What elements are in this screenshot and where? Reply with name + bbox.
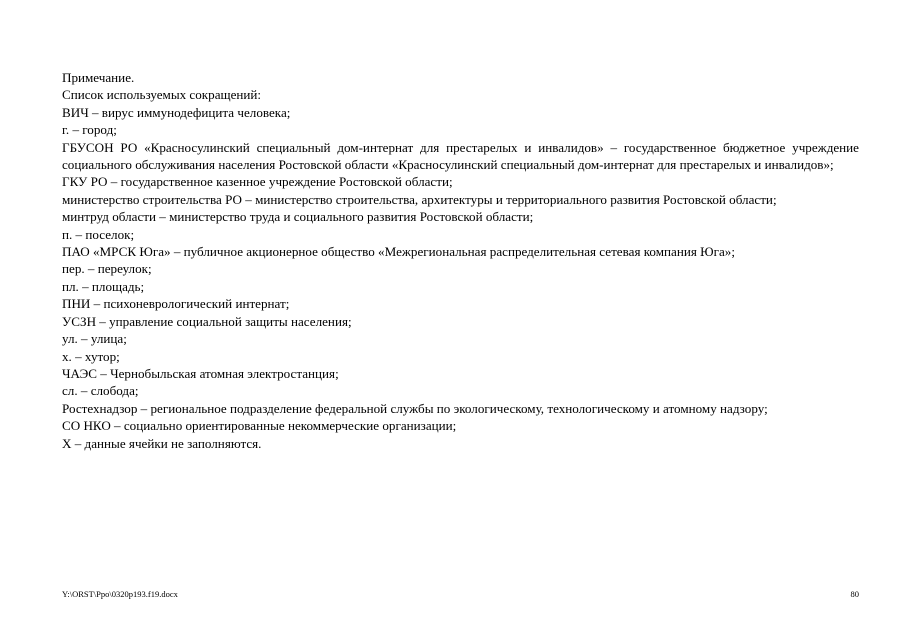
- notes-section: [62, 69, 859, 452]
- abbreviation-entry: министерство строительства РО – министерство строительства, архитектуры и территориального развития Ростовской области;: [62, 191, 777, 207]
- abbreviation-entry: Х – данные ячейки не заполняются.: [62, 435, 262, 451]
- abbreviation-entry: г. – город;: [62, 122, 117, 138]
- abbreviation-entry: УСЗН – управление социальной защиты населения;: [62, 313, 352, 329]
- footer-file-path: Y:\ORST\Ppo\0320p193.f19.docx: [62, 589, 178, 599]
- abbreviation-entry: х. – хутор;: [62, 348, 120, 364]
- abbreviation-entry: ГБУСОН РО «Красносулинский специальный дом-интернат для престарелых и инвалидов» – государственное бюджетное учреждение социального обслуживания населения Ростовской области «Красносулинский специальный дом-интернат для престарелых и инвалидов»;: [62, 139, 859, 173]
- footer-page-number: 80: [850, 589, 859, 599]
- abbreviation-entry: Ростехнадзор – региональное подразделение федеральной службы по экологическому, технологическому и атомному надзору;: [62, 400, 768, 416]
- abbreviation-entry: ВИЧ – вирус иммунодефицита человека;: [62, 104, 291, 120]
- abbreviation-entry: пер. – переулок;: [62, 261, 152, 277]
- abbreviation-entry: минтруд области – министерство труда и социального развития Ростовской области;: [62, 209, 534, 225]
- abbreviation-entry: пл. – площадь;: [62, 278, 145, 294]
- abbreviation-entry: п. – поселок;: [62, 226, 135, 242]
- abbreviation-entry: сл. – слобода;: [62, 383, 139, 399]
- abbreviation-entry: ПНИ – психоневрологический интернат;: [62, 296, 290, 312]
- abbreviation-entry: ЧАЭС – Чернобыльская атомная электростанция;: [62, 365, 339, 381]
- abbreviation-entry: СО НКО – социально ориентированные некоммерческие организации;: [62, 418, 457, 434]
- abbreviation-entry: ул. – улица;: [62, 331, 127, 347]
- abbreviation-entry: ГКУ РО – государственное казенное учреждение Ростовской области;: [62, 174, 453, 190]
- note-heading: Примечание.: [62, 70, 135, 85]
- abbreviations-heading: Список используемых сокращений:: [62, 87, 262, 103]
- abbreviation-entry: ПАО «МРСК Юга» – публичное акционерное общество «Межрегиональная распределительная сетевая компания Юга»;: [62, 244, 735, 260]
